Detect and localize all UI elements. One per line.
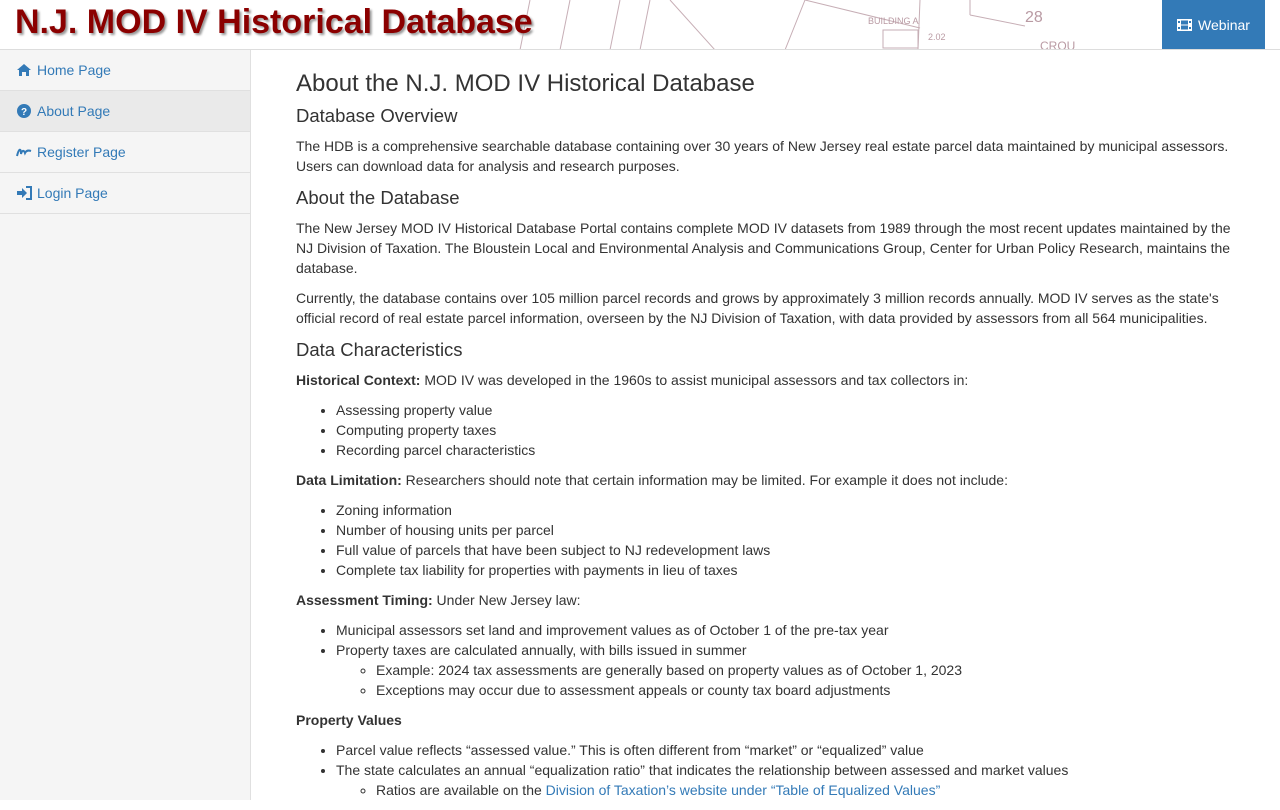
home-icon — [16, 63, 32, 77]
division-of-taxation-link[interactable]: Division of Taxation’s website under “Table of Equalized Values” — [545, 782, 941, 798]
sidebar-item-label: Register Page — [37, 144, 126, 160]
property-values — [296, 710, 1246, 730]
list-item: • Complete tax liability for properties with payments in lieu of taxes — [336, 560, 1246, 580]
values-sublist — [336, 780, 1246, 800]
overview-heading: Database Overview — [296, 105, 458, 126]
sidebar-item-register[interactable] — [0, 132, 250, 173]
list-item — [336, 760, 1246, 800]
list-item-text: The state calculates an annual “equalization ratio” that indicates the relationship between assessed and market values — [336, 762, 1069, 778]
sidebar-item-label: Home Page — [37, 62, 111, 78]
values-list — [296, 740, 1246, 800]
list-item: ◦ Example: 2024 tax assessments are generally based on property values as of October 1, 2023 — [376, 660, 1246, 680]
list-item: • Computing property taxes — [336, 420, 1246, 440]
data-limitation — [296, 470, 1246, 490]
list-item-text: Property taxes are calculated annually, with bills issued in summer — [336, 642, 747, 658]
historical-text: MOD IV was developed in the 1960s to assist municipal assessors and tax collectors in: — [420, 372, 969, 388]
sidebar — [0, 50, 251, 800]
svg-text:?: ? — [20, 107, 28, 118]
signature-icon — [16, 145, 32, 159]
limitation-text: Researchers should note that certain information may be limited. For example it does not include: — [401, 472, 1008, 488]
historical-label: Historical Context: — [296, 372, 421, 388]
characteristics-heading: Data Characteristics — [296, 339, 463, 360]
question-circle-icon — [16, 104, 32, 118]
historical-list — [296, 400, 1246, 460]
svg-text:28: 28 — [1025, 9, 1043, 26]
timing-text: Under New Jersey law: — [432, 592, 581, 608]
timing-sublist — [336, 660, 1246, 700]
overview-text: The HDB is a comprehensive searchable database containing over 30 years of New Jersey real estate parcel data maintained by municipal assessors. Users can download data for analysis and research purposes. — [296, 138, 1229, 174]
list-item: • Number of housing units per parcel — [336, 520, 1246, 540]
list-item: • Assessing property value — [336, 400, 1246, 420]
timing-label: Assessment Timing: — [296, 592, 433, 608]
about-paragraph-1: The New Jersey MOD IV Historical Database Portal contains complete MOD IV datasets from 1989 through the most recent updates maintained by the NJ Division of Taxation. The Bloustein Local and Environmental Analysis and Communications Group, Center for Urban Policy Research, maintains the database. — [296, 220, 1231, 276]
sign-in-icon — [16, 186, 32, 200]
sidebar-item-label: About Page — [37, 103, 111, 119]
parcel-map-background — [500, 0, 1160, 50]
list-item: • Zoning information — [336, 500, 1246, 520]
sidebar-item-login[interactable] — [0, 173, 250, 214]
historical-context — [296, 370, 1246, 390]
list-item: ◦ Exceptions may occur due to assessment appeals or county tax board adjustments — [376, 680, 1246, 700]
header — [0, 0, 1280, 50]
list-item — [376, 780, 1246, 800]
film-icon — [1177, 19, 1192, 31]
list-item: • Recording parcel characteristics — [336, 440, 1246, 460]
list-item-text: Ratios are available on the — [376, 782, 546, 798]
assessment-timing — [296, 590, 1246, 610]
page-title: About the N.J. MOD IV Historical Database — [296, 70, 755, 97]
values-label: Property Values — [296, 712, 402, 728]
svg-text:CROU: CROU — [1040, 39, 1076, 50]
about-paragraph-2: Currently, the database contains over 105 million parcel records and grows by approximately 3 million records annually. MOD IV serves as the state's official record of real estate parcel information, overseen by the NJ Division of Taxation, with data provided by assessors from all 564 municipalities. — [296, 290, 1219, 326]
sidebar-item-about[interactable] — [0, 91, 250, 132]
webinar-button[interactable] — [1162, 0, 1265, 50]
timing-list — [296, 620, 1246, 700]
webinar-label: Webinar — [1198, 17, 1250, 33]
svg-text:2.02: 2.02 — [928, 32, 946, 42]
list-item — [336, 640, 1246, 700]
about-heading: About the Database — [296, 187, 460, 208]
list-item: • Parcel value reflects “assessed value.” This is often different from “market” or “equalized” value — [336, 740, 1246, 760]
list-item: • Full value of parcels that have been subject to NJ redevelopment laws — [336, 540, 1246, 560]
site-title: N.J. MOD IV Historical Database — [15, 3, 533, 41]
limitation-list — [296, 500, 1246, 580]
sidebar-item-home[interactable] — [0, 50, 250, 91]
limitation-label: Data Limitation: — [296, 472, 402, 488]
list-item: • Municipal assessors set land and improvement values as of October 1 of the pre-tax year — [336, 620, 1246, 640]
sidebar-item-label: Login Page — [37, 185, 108, 201]
main-content — [296, 66, 1246, 810]
svg-text:BUILDING A: BUILDING A — [868, 16, 919, 26]
